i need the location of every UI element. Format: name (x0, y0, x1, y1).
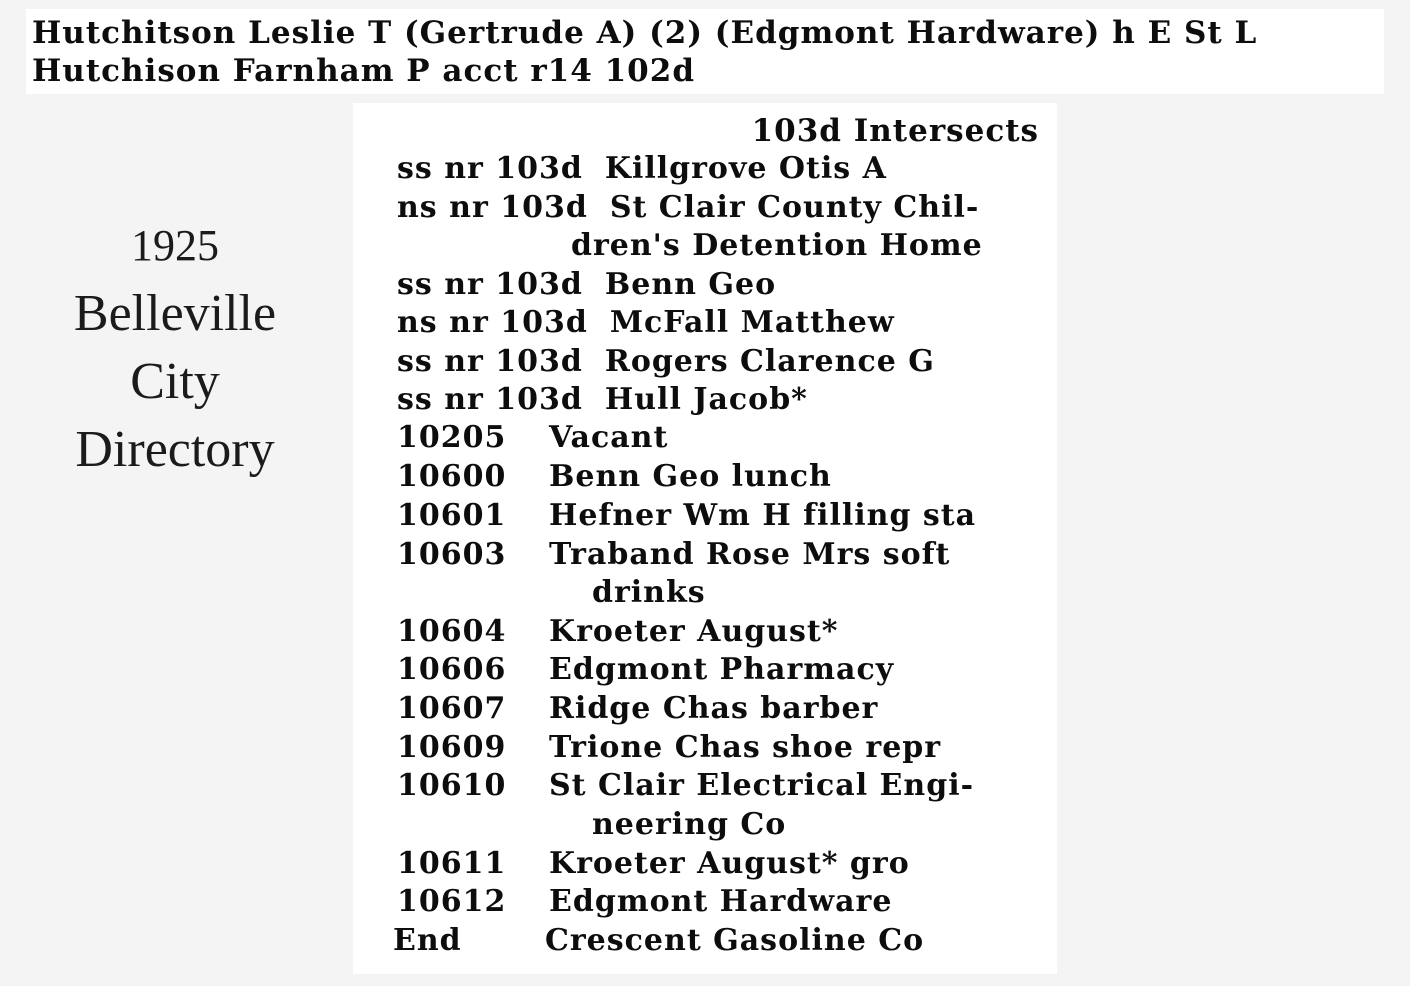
entry-location: 10205 (397, 420, 507, 455)
listing-entry (397, 536, 950, 574)
entry-location: ss nr 103d (397, 382, 583, 417)
directory-header-strip (26, 9, 1384, 94)
entry-continuation: dren's Detention Home (571, 228, 983, 263)
listing-entry (397, 883, 892, 921)
listing-entry (397, 458, 832, 496)
entry-name: Killgrove Otis A (604, 151, 887, 186)
entry-location: 10600 (397, 459, 507, 494)
entry-name: Benn Geo lunch (549, 459, 832, 494)
listing-entry (397, 729, 941, 767)
listing-entry (397, 419, 668, 457)
entry-name: Kroeter August* (549, 614, 839, 649)
listing-entry (397, 343, 935, 381)
listing-entry (397, 690, 878, 728)
entry-location: ns nr 103d (397, 305, 588, 340)
entry-name: McFall Matthew (609, 305, 895, 340)
entry-name: Edgmont Hardware (549, 884, 893, 919)
entry-name: Rogers Clarence G (604, 344, 935, 379)
directory-caption (46, 212, 304, 484)
entry-name: St Clair Electrical Engi- (549, 768, 975, 803)
listing-entry (397, 266, 776, 304)
entry-location: ss nr 103d (397, 344, 583, 379)
listing-entry (397, 381, 808, 419)
entry-name: Hefner Wm H filling sta (549, 498, 977, 533)
entry-name: Edgmont Pharmacy (549, 652, 895, 687)
entry-location: 10612 (397, 884, 507, 919)
listing-entry (397, 845, 910, 883)
entry-location: 10610 (397, 768, 507, 803)
listing-entry (397, 613, 838, 651)
entry-location: 10601 (397, 498, 507, 533)
entry-location: 10604 (397, 614, 507, 649)
listing-entry (393, 922, 924, 960)
listing-entry (397, 497, 976, 535)
caption-directory: Directory (75, 421, 275, 478)
entry-name: Trione Chas shoe repr (549, 730, 942, 765)
entry-location: 10603 (397, 537, 507, 572)
entry-location: ss nr 103d (397, 267, 583, 302)
listing-entry (397, 651, 894, 689)
listing-heading: 103d Intersects (751, 113, 1039, 149)
entry-name: Hull Jacob* (604, 382, 808, 417)
entry-location: End (393, 923, 462, 958)
entry-name: Vacant (549, 420, 669, 455)
entry-name: Ridge Chas barber (549, 691, 879, 726)
entry-name: Traband Rose Mrs soft (549, 537, 951, 572)
entry-location: ns nr 103d (397, 190, 588, 225)
header-line-1: Hutchitson Leslie T (Gertrude A) (2) (Edgmont Hardware) h E St L (32, 15, 1258, 51)
entry-name: St Clair County Chil- (609, 190, 980, 225)
listing-entry (397, 150, 887, 188)
caption-city-name: Belleville (73, 285, 277, 342)
entry-name: Crescent Gasoline Co (545, 923, 925, 958)
entry-continuation: drinks (592, 575, 706, 610)
listing-entry (397, 767, 974, 805)
entry-location: 10609 (397, 730, 507, 765)
entry-name: Kroeter August* gro (549, 846, 910, 881)
entry-location: 10606 (397, 652, 507, 687)
entry-name: Benn Geo (604, 267, 777, 302)
entry-continuation: neering Co (592, 807, 787, 842)
caption-city: City (130, 353, 220, 410)
caption-year: 1925 (131, 221, 219, 270)
entry-location: 10607 (397, 691, 507, 726)
street-listing-panel (353, 103, 1057, 974)
header-line-2: Hutchison Farnham P acct r14 102d (32, 53, 695, 89)
entry-location: ss nr 103d (397, 151, 583, 186)
listing-entry (397, 304, 895, 342)
listing-entry (397, 189, 979, 227)
entry-location: 10611 (397, 846, 507, 881)
